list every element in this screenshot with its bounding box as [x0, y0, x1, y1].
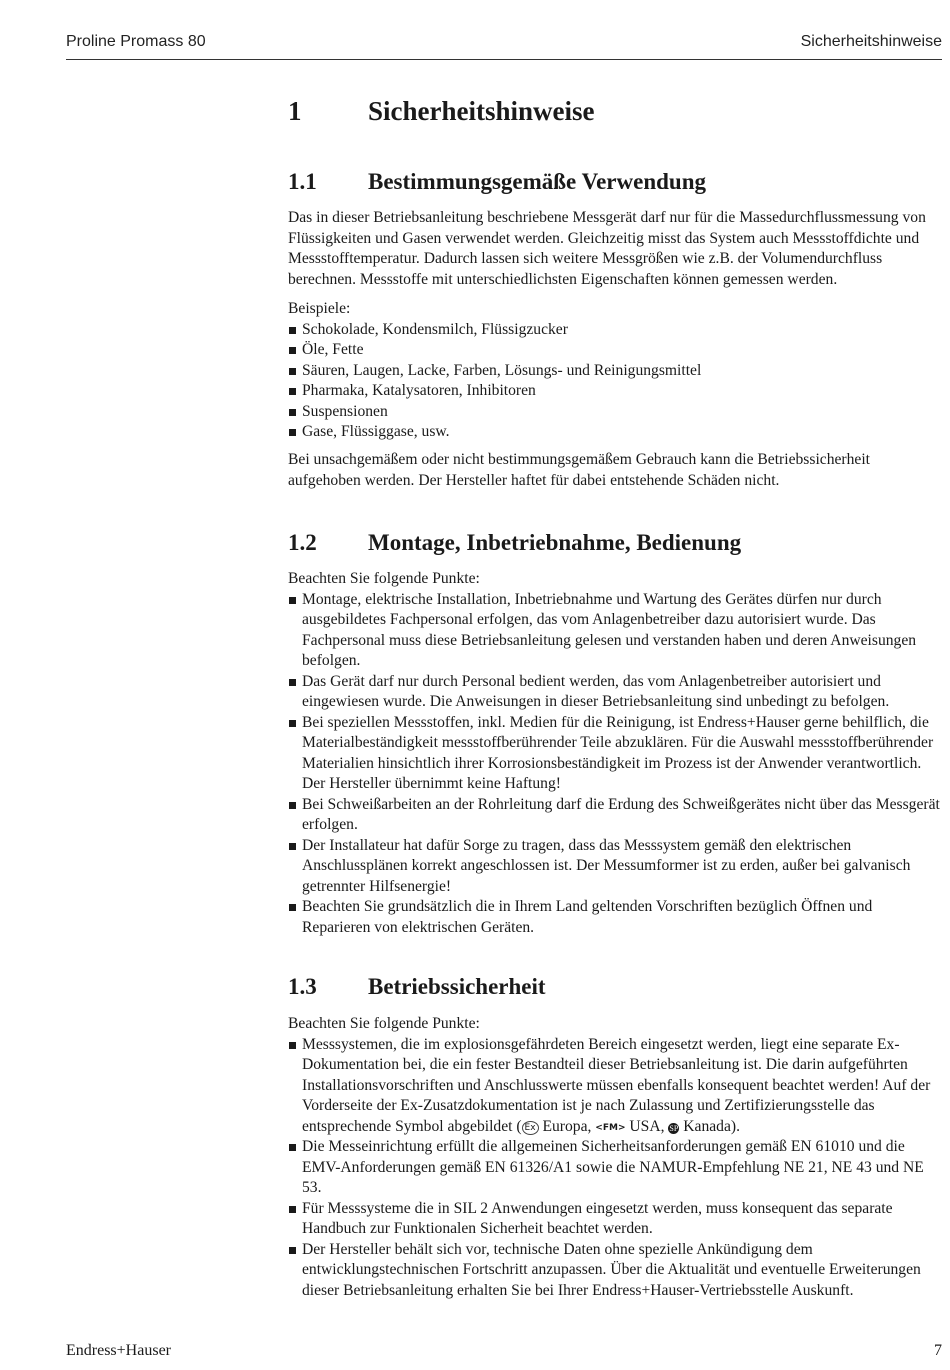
ex-europa-label: Europa, [538, 1117, 596, 1135]
list-item: Pharmaka, Katalysatoren, Inhibitoren [288, 381, 940, 402]
section-number: 1.2 [288, 530, 317, 555]
section-number: 1.1 [288, 169, 317, 194]
list-item: Beachten Sie grundsätzlich die in Ihrem Land geltenden Vorschriften bezüglich Öffnen und Reparieren von elektrischen Geräten. [288, 897, 940, 938]
list-item: Der Hersteller behält sich vor, technische Daten ohne spezielle Ankündigung dem entwicklungstechnischen Fortschritt anzupassen. Über die Aktualität und eventuelle Erweiterungen dieser Betriebsanleitung erhalten Sie bei Ihrer Endress+Hauser-Vertriebsstelle Auskunft. [288, 1240, 940, 1302]
section-1-3-heading [288, 974, 546, 1000]
section-1-3-lead: Beachten Sie folgende Punkte: [288, 1015, 480, 1032]
section-title: Betriebssicherheit [368, 974, 546, 999]
list-item: Das Gerät darf nur durch Personal bedient werden, das vom Anlagenbetreiber autorisiert und eingewiesen wurde. Die Anweisungen in dieser Betriebsanleitung sind unbedingt zu befolgen. [288, 672, 940, 713]
ex-kanada-label: Kanada). [679, 1117, 740, 1135]
header-product-name: Proline Promass 80 [66, 33, 206, 50]
chapter-title: Sicherheitshinweise [368, 96, 595, 126]
list-item: Öle, Fette [288, 340, 940, 361]
section-1-1-closing: Bei unsachgemäßem oder nicht bestimmungsgemäßem Gebrauch kann die Betriebssicherheit aufgehoben werden. Der Hersteller haftet für dabei entstehende Schäden nicht. [288, 451, 870, 489]
list-item: Für Messsysteme die in SIL 2 Anwendungen eingesetzt werden, muss konsequent das separate Handbuch zur Funktionalen Sicherheit beachtet werden. [288, 1199, 940, 1240]
list-item: Der Installateur hat dafür Sorge zu tragen, dass das Messsystem gemäß den elektrischen Anschlussplänen korrekt angeschlossen ist. Der Messumformer ist zu erden, außer bei galvanisch getrennter Hilfsenergie! [288, 836, 940, 898]
list-item [288, 1035, 940, 1138]
list-item: Suspensionen [288, 402, 940, 423]
section-1-2-heading [288, 530, 741, 556]
section-1-2-list [288, 590, 940, 939]
header-rule [66, 59, 942, 60]
section-1-3-list [288, 1035, 940, 1302]
section-1-1-intro: Das in dieser Betriebsanleitung beschriebene Messgerät darf nur für die Massedurchflussmessung von Flüssigkeiten und Gasen verwendet werden. Gleichzeitig misst das System auch Messstoffdichte und Messstofftemperatur. Dadurch lassen sich weitere Messgrößen wie z.B. der Volumendurchfluss berechnen. Messstoffe mit unterschiedlichsten Eigenschaften können gemessen werden. [288, 209, 926, 288]
section-1-1-heading [288, 169, 706, 195]
list-item: Schokolade, Kondensmilch, Flüssigzucker [288, 320, 940, 341]
list-item: Säuren, Laugen, Lacke, Farben, Lösungs- und Reinigungsmittel [288, 361, 940, 382]
csa-approval-icon: SP [669, 1123, 679, 1133]
footer-company: Endress+Hauser [66, 1342, 171, 1359]
footer-page-number: 7 [934, 1342, 942, 1359]
list-item: Die Messeinrichtung erfüllt die allgemeinen Sicherheitsanforderungen gemäß EN 61010 und die EMV-Anforderungen gemäß EN 61326/A1 sowie die NAMUR-Empfehlung NE 21, NE 43 und NE 53. [288, 1137, 940, 1199]
ex-usa-label: USA, [625, 1117, 669, 1135]
examples-lead: Beispiele: [288, 300, 351, 317]
section-title: Montage, Inbetriebnahme, Bedienung [368, 530, 742, 555]
list-item: Bei speziellen Messstoffen, inkl. Medien für die Reinigung, ist Endress+Hauser gerne behilflich, die Materialbeständigkeit messstoffberührender Teile abzuklären. Für die Auswahl messstoffberührender Materialien hinsichtlich ihrer Korrosionsbeständigkeit im Prozess ist der Anwender verantwortlich. Der Hersteller übernimmt keine Haftung! [288, 713, 940, 795]
section-1-3-block [288, 1014, 940, 1301]
chapter-number: 1 [288, 96, 302, 126]
examples-list [288, 320, 940, 443]
section-1-2-lead: Beachten Sie folgende Punkte: [288, 570, 480, 587]
list-item: Gase, Flüssiggase, usw. [288, 422, 940, 443]
section-number: 1.3 [288, 974, 317, 999]
ex-doc-text: Messsystemen, die im explosionsgefährdeten Bereich eingesetzt werden, liegt eine separate Ex-Dokumentation bei, die ein fester Bestandteil dieser Betriebsanleitung ist. Die darin aufgeführten Installationsvorschriften und Anschlusswerte müssen ebenfalls konsequent beachtet werden! Auf der Vorderseite der Ex-Zusatzdokumentation ist je nach Zulassung und Zertifizierungsstelle das entsprechende Symbol abgebildet ( [302, 1035, 931, 1135]
examples-block [288, 299, 940, 443]
section-1-2-block [288, 569, 940, 938]
list-item: Bei Schweißarbeiten an der Rohrleitung darf die Erdung des Schweißgerätes nicht über das Messgerät erfolgen. [288, 795, 940, 836]
fm-approval-icon: <FM> [595, 1122, 626, 1133]
chapter-heading [288, 96, 595, 127]
section-title: Bestimmungsgemäße Verwendung [368, 169, 707, 194]
header-section-name: Sicherheitshinweise [800, 33, 942, 50]
list-item: Montage, elektrische Installation, Inbetriebnahme und Wartung des Gerätes dürfen nur durch ausgebildetes Fachpersonal erfolgen, das vom Anlagenbetreiber dazu autorisiert wurde. Das Fachpersonal muss diese Betriebsanleitung gelesen und verstanden haben und deren Anweisungen befolgen. [288, 590, 940, 672]
atex-ex-icon: Ex [522, 1121, 539, 1135]
